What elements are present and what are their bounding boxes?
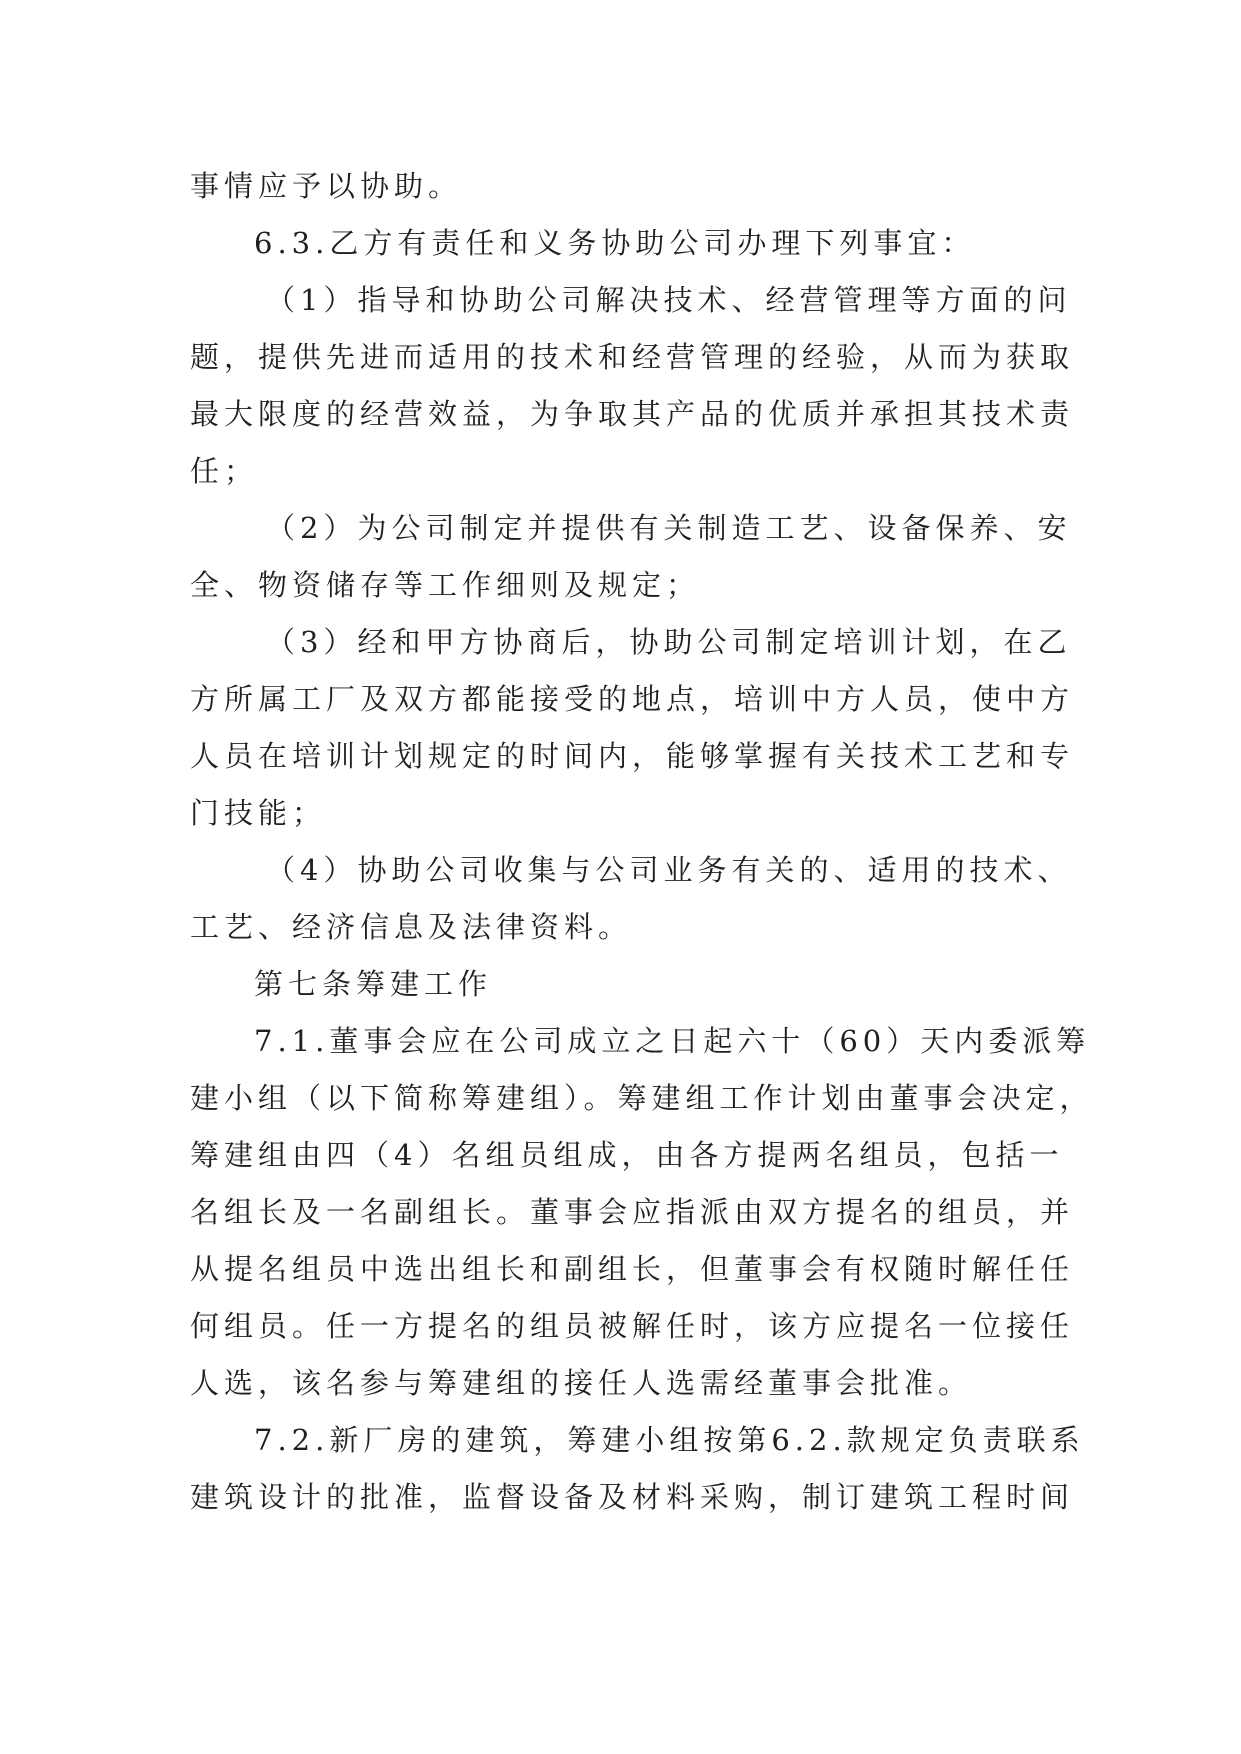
text-line-16: 7.1.董事会应在公司成立之日起六十（60）天内委派筹 — [254, 1024, 1091, 1058]
text-line-22: 人选，该名参与筹建组的接任人选需经董事会批准。 — [190, 1366, 973, 1400]
text-line-23: 7.2.新厂房的建筑，筹建小组按第6.2.款规定负责联系 — [254, 1423, 1085, 1457]
text-line-21: 何组员。任一方提名的组员被解任时，该方应提名一位接任 — [190, 1309, 1075, 1343]
section-heading: 第七条筹建工作 — [254, 967, 493, 1001]
text-line-20: 从提名组员中选出组长和副组长，但董事会有权随时解任任 — [190, 1252, 1075, 1286]
text-line-19: 名组长及一名副组长。董事会应指派由双方提名的组员，并 — [190, 1195, 1075, 1229]
text-line-18: 筹建组由四（4）名组员组成，由各方提两名组员，包括一 — [190, 1138, 1064, 1172]
text-line-14: 工艺、经济信息及法律资料。 — [190, 910, 633, 944]
text-line-5: 最大限度的经营效益，为争取其产品的优质并承担其技术责 — [190, 397, 1075, 431]
text-line-7: （2）为公司制定并提供有关制造工艺、设备保养、安 — [266, 511, 1072, 545]
text-line-11: 人员在培训计划规定的时间内，能够掌握有关技术工艺和专 — [190, 739, 1075, 773]
text-line-4: 题，提供先进而适用的技术和经营管理的经验，从而为获取 — [190, 340, 1075, 374]
text-line-9: （3）经和甲方协商后，协助公司制定培训计划，在乙 — [266, 625, 1072, 659]
text-line-3: （1）指导和协助公司解决技术、经营管理等方面的问 — [266, 283, 1072, 317]
text-line-6: 任； — [190, 454, 259, 488]
text-line-2: 6.3.乙方有责任和义务协助公司办理下列事宜： — [254, 226, 976, 260]
text-line-24: 建筑设计的批准，监督设备及材料采购，制订建筑工程时间 — [190, 1480, 1075, 1514]
text-line-17: 建小组（以下简称筹建组）。筹建组工作计划由董事会决定， — [190, 1081, 1094, 1115]
text-line-8: 全、物资储存等工作细则及规定； — [190, 568, 701, 602]
text-line-1: 事情应予以协助。 — [190, 169, 463, 203]
text-line-12: 门技能； — [190, 796, 327, 830]
text-line-10: 方所属工厂及双方都能接受的地点，培训中方人员，使中方 — [190, 682, 1075, 716]
text-line-13: （4）协助公司收集与公司业务有关的、适用的技术、 — [266, 853, 1072, 887]
